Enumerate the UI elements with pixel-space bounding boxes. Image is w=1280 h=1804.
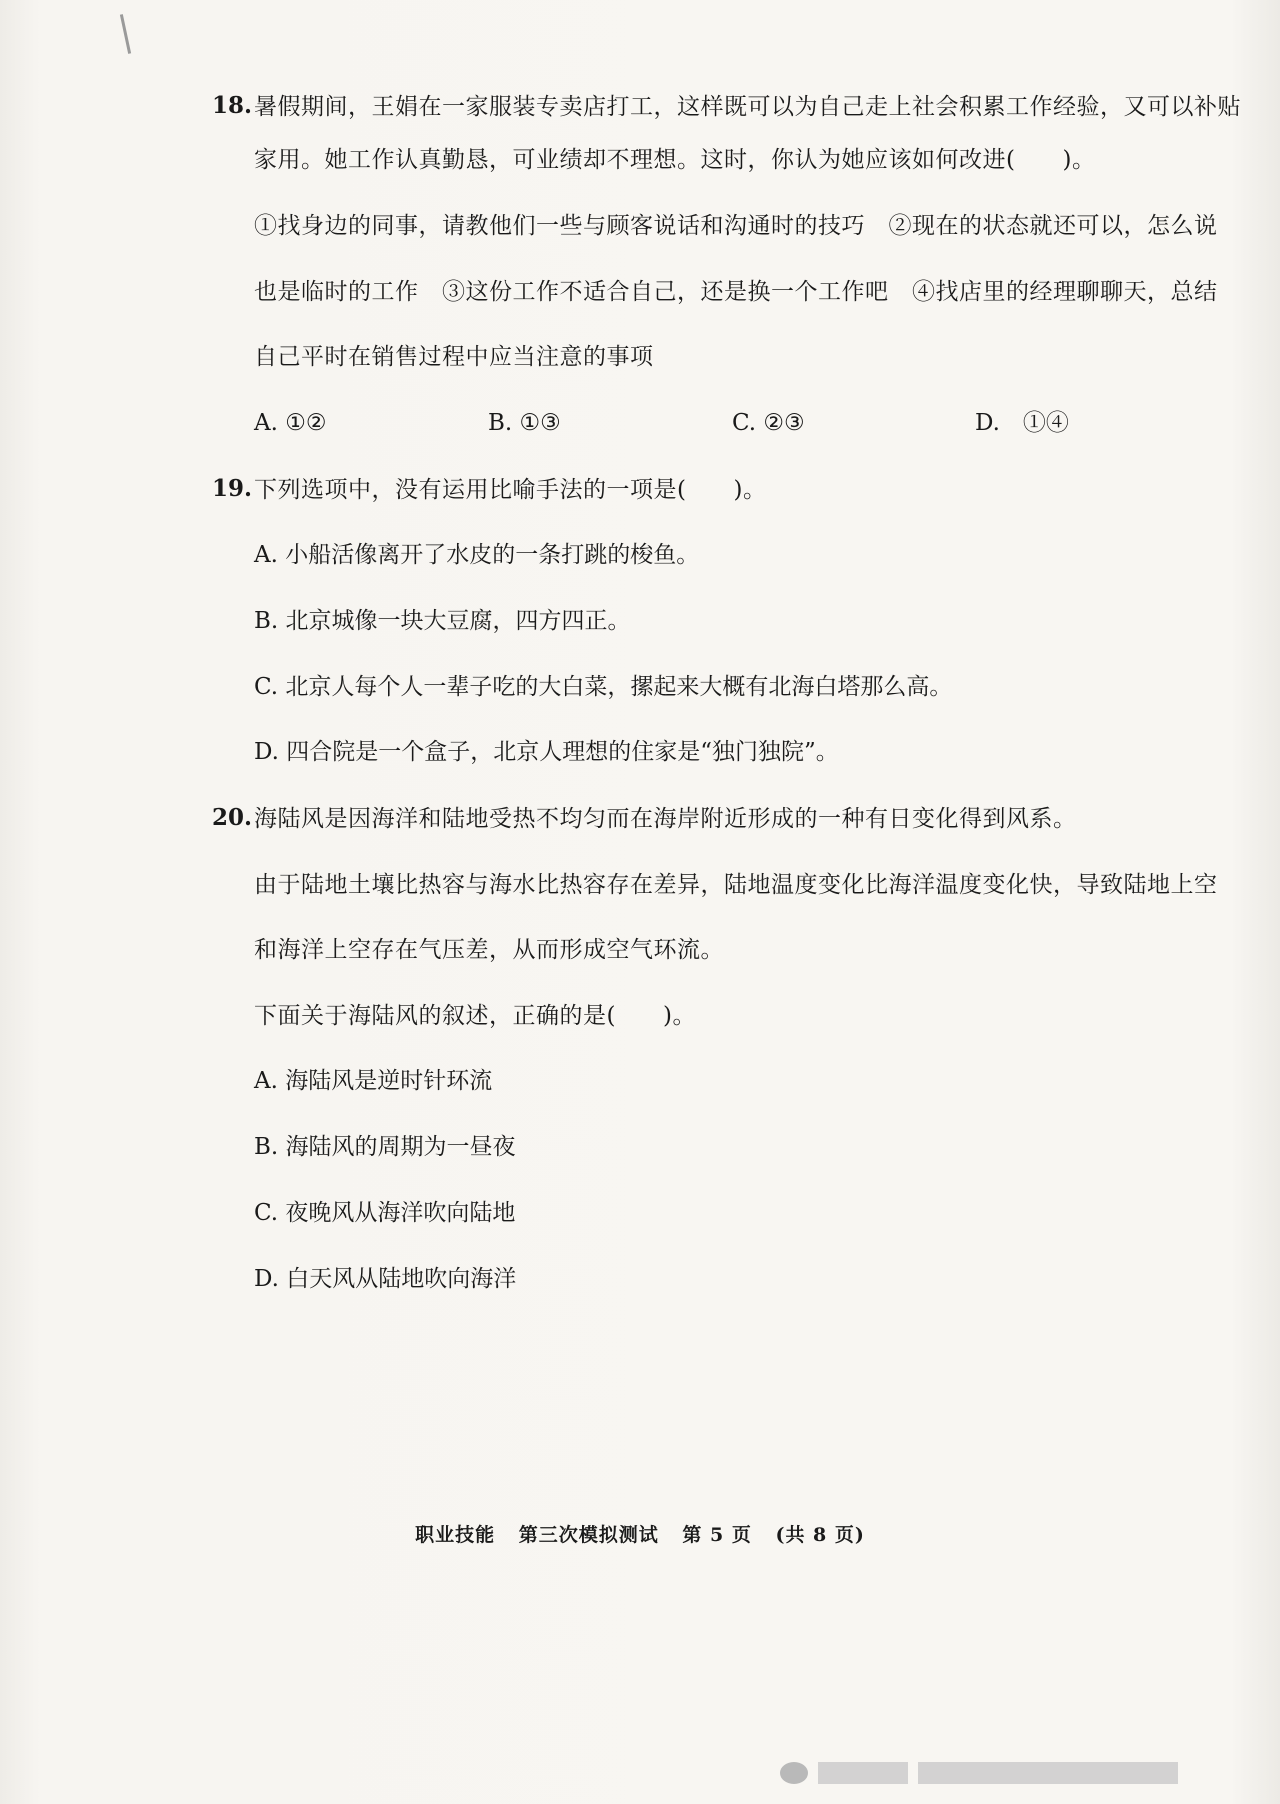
option-d: D. ①④ bbox=[975, 410, 1069, 436]
question-number: 19. bbox=[212, 475, 253, 502]
question-number: 20. bbox=[212, 804, 253, 831]
question-text-line: 下列选项中，没有运用比喻手法的一项是( )。 bbox=[254, 477, 767, 503]
footer-total: (共 8 页) bbox=[775, 1524, 865, 1546]
question-text-line: 自己平时在销售过程中应当注意的事项 bbox=[254, 344, 654, 370]
question-text-line: 家用。她工作认真勤恳，可业绩却不理想。这时，你认为她应该如何改进( )。 bbox=[254, 147, 1096, 173]
option-b: B. 北京城像一块大豆腐，四方四正。 bbox=[254, 608, 631, 634]
question-text-line: ①找身边的同事，请教他们一些与顾客说话和沟通时的技巧 ②现在的状态就还可以，怎么说 bbox=[254, 213, 1218, 239]
option-c: C. 北京人每个人一辈子吃的大白菜，摞起来大概有北海白塔那么高。 bbox=[254, 674, 953, 700]
option-b: B. 海陆风的周期为一昼夜 bbox=[254, 1134, 516, 1160]
question-text-line: 暑假期间，王娟在一家服装专卖店打工，这样既可以为自己走上社会积累工作经验，又可以补贴 bbox=[254, 94, 1241, 120]
option-a: A. 小船活像离开了水皮的一条打跳的梭鱼。 bbox=[254, 542, 700, 568]
paper-scratch-mark bbox=[120, 14, 131, 54]
option-c: C. 夜晚风从海洋吹向陆地 bbox=[254, 1200, 516, 1226]
blurred-watermark bbox=[780, 1758, 1250, 1788]
option-a: A. 海陆风是逆时针环流 bbox=[254, 1068, 493, 1094]
blurred-block bbox=[918, 1762, 1178, 1784]
option-d: D. 白天风从陆地吹向海洋 bbox=[254, 1266, 517, 1292]
blurred-block bbox=[818, 1762, 908, 1784]
footer-page: 第 5 页 bbox=[682, 1524, 752, 1546]
footer-subject: 职业技能 bbox=[415, 1524, 496, 1546]
question-text-line: 和海洋上空存在气压差，从而形成空气环流。 bbox=[254, 937, 724, 963]
option-c: C. ②③ bbox=[732, 410, 805, 436]
option-b: B. ①③ bbox=[488, 410, 561, 436]
question-text-line: 海陆风是因海洋和陆地受热不均匀而在海岸附近形成的一种有日变化得到风系。 bbox=[254, 806, 1077, 832]
page-footer bbox=[0, 1520, 1280, 1547]
question-text-line: 下面关于海陆风的叙述，正确的是( )。 bbox=[254, 1003, 696, 1029]
wechat-icon bbox=[780, 1762, 808, 1784]
question-text-line: 由于陆地土壤比热容与海水比热容存在差异，陆地温度变化比海洋温度变化快，导致陆地上空 bbox=[254, 872, 1218, 898]
option-a: A. ①② bbox=[254, 410, 327, 436]
question-text-line: 也是临时的工作 ③这份工作不适合自己，还是换一个工作吧 ④找店里的经理聊聊天，总结 bbox=[254, 279, 1218, 305]
option-d: D. 四合院是一个盒子，北京人理想的住家是“独门独院”。 bbox=[254, 739, 839, 765]
question-number: 18. bbox=[212, 92, 253, 119]
footer-exam: 第三次模拟测试 bbox=[518, 1524, 659, 1546]
